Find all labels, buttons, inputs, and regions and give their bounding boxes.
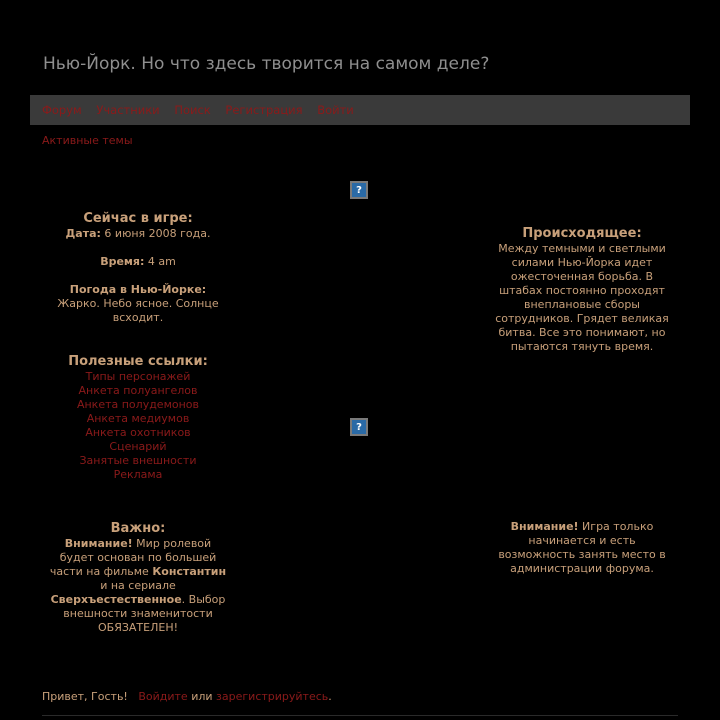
period-text: . bbox=[328, 690, 332, 703]
happening-text: ожесточенная борьба. В bbox=[510, 270, 654, 283]
link-scenario[interactable]: Сценарий bbox=[109, 440, 167, 453]
nav-search[interactable]: Поиск bbox=[174, 103, 211, 117]
game-status-block bbox=[48, 211, 228, 325]
game-status-heading: Сейчас в игре: bbox=[83, 211, 193, 226]
film-name: Константин bbox=[152, 565, 227, 578]
important-text: внешности знаменитости bbox=[63, 607, 213, 620]
time-label: Время: bbox=[100, 255, 145, 268]
happening-text: пытаются тянуть время. bbox=[510, 340, 654, 353]
link-half-angels[interactable]: Анкета полуангелов bbox=[78, 384, 198, 397]
important-text: ОБЯЗАТЕЛЕН! bbox=[98, 621, 178, 634]
weather-label: Погода в Нью-Йорке: bbox=[69, 283, 207, 296]
weather-line: Жарко. Небо ясное. Солнце bbox=[57, 297, 219, 310]
nav-members[interactable]: Участники bbox=[96, 103, 160, 117]
forum-title: Нью-Йорк. Но что здесь творится на самом деле? bbox=[43, 54, 490, 74]
important-block bbox=[40, 521, 236, 635]
attention-text: начинается и есть bbox=[528, 534, 636, 547]
link-taken-faces[interactable]: Занятые внешности bbox=[79, 454, 197, 467]
attention-block bbox=[486, 520, 678, 576]
important-text: . Выбор bbox=[181, 593, 226, 606]
nav-register[interactable]: Регистрация bbox=[225, 103, 303, 117]
nav-bar bbox=[30, 95, 690, 125]
link-ads[interactable]: Реклама bbox=[113, 468, 163, 481]
or-text: или bbox=[191, 690, 213, 703]
happening-text: сотрудников. Грядет великая bbox=[495, 312, 669, 325]
happening-text: Между темными и светлыми bbox=[498, 242, 666, 255]
happening-text: битва. Все это понимают, но bbox=[498, 326, 666, 339]
happening-text: внеплановые сборы bbox=[524, 298, 640, 311]
guest-greeting bbox=[42, 690, 332, 703]
useful-links-heading: Полезные ссылки: bbox=[68, 354, 208, 369]
login-link[interactable]: Войдите bbox=[138, 690, 188, 703]
link-character-types[interactable]: Типы персонажей bbox=[85, 370, 191, 383]
attention-text: Игра только bbox=[578, 520, 654, 533]
important-heading: Важно: bbox=[110, 521, 166, 536]
nav-forum[interactable]: Форум bbox=[42, 103, 82, 117]
attention-text: администрации форума. bbox=[510, 562, 654, 575]
attention-text: возможность занять место в bbox=[498, 548, 666, 561]
happening-block bbox=[486, 226, 678, 354]
nav-login[interactable]: Войти bbox=[317, 103, 354, 117]
important-text: будет основан по большей bbox=[59, 551, 217, 564]
attention-label: Внимание! bbox=[510, 520, 579, 533]
warning-label: Внимание! bbox=[64, 537, 133, 550]
active-topics-link[interactable]: Активные темы bbox=[42, 134, 133, 147]
important-text: Мир ролевой bbox=[132, 537, 212, 550]
greeting-text: Привет, Гость! bbox=[42, 690, 128, 703]
weather-line: всходит. bbox=[112, 311, 164, 324]
important-text: части на фильме bbox=[49, 565, 153, 578]
footer-divider bbox=[42, 715, 678, 716]
link-half-demons[interactable]: Анкета полудемонов bbox=[76, 398, 200, 411]
link-mediums[interactable]: Анкета медиумов bbox=[86, 412, 190, 425]
important-text: и на сериале bbox=[100, 579, 176, 592]
broken-image-icon: ? bbox=[350, 181, 368, 199]
register-link[interactable]: зарегистрируйтесь bbox=[216, 690, 329, 703]
happening-heading: Происходящее: bbox=[522, 226, 642, 241]
date-value: 6 июня 2008 года. bbox=[100, 227, 211, 240]
series-name: Сверхъестественное bbox=[50, 593, 182, 606]
broken-image-icon: ? bbox=[350, 418, 368, 436]
happening-text: силами Нью-Йорка идет bbox=[511, 256, 653, 269]
time-value: 4 am bbox=[144, 255, 176, 268]
nav-menu bbox=[42, 103, 365, 117]
link-hunters[interactable]: Анкета охотников bbox=[85, 426, 191, 439]
useful-links-block bbox=[48, 354, 228, 482]
date-label: Дата: bbox=[65, 227, 101, 240]
happening-text: штабах постоянно проходят bbox=[499, 284, 665, 297]
